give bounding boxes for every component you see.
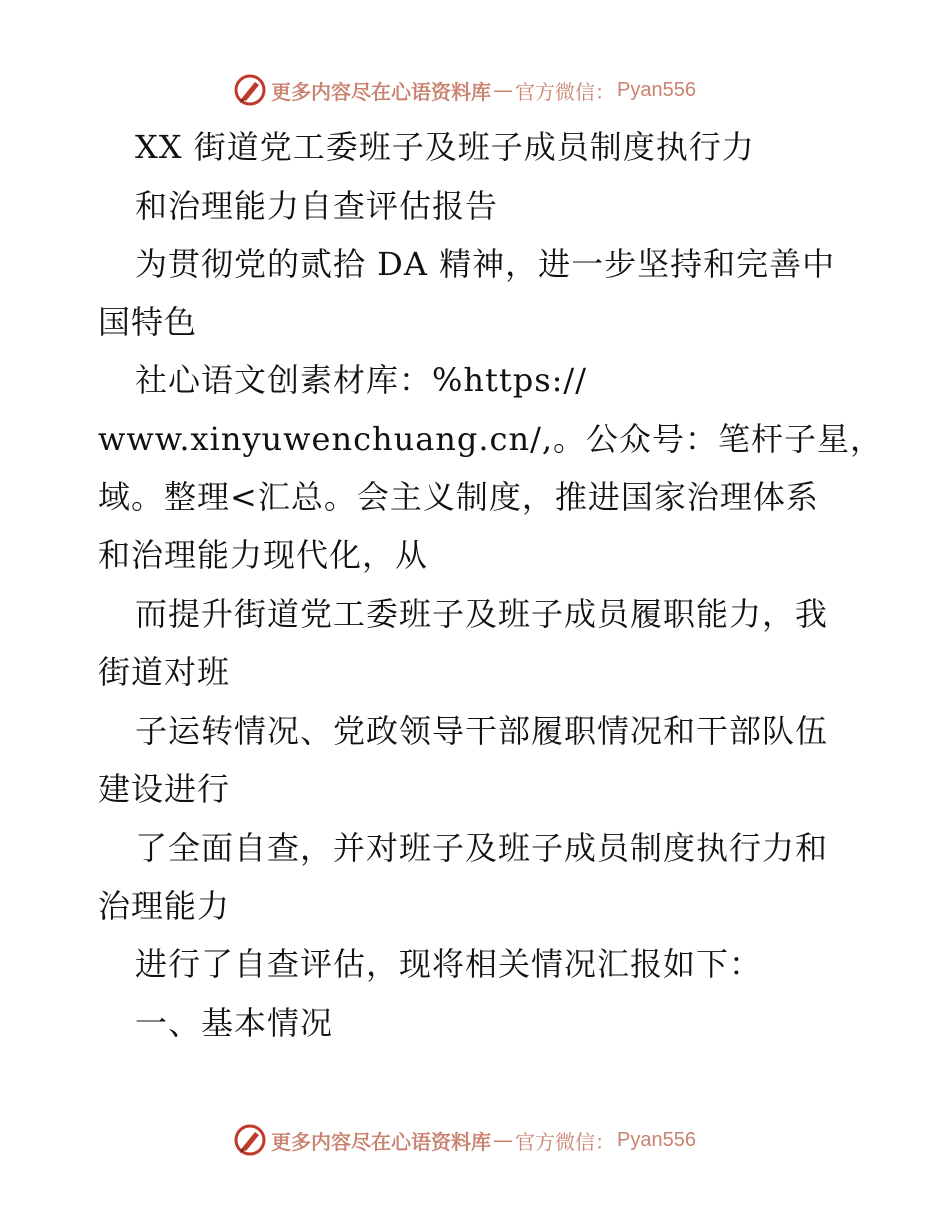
paragraph-line: 和治理能力现代化，从 (98, 536, 429, 574)
section-heading: 一、基本情况 (135, 1004, 334, 1042)
document-title-line-2: 和治理能力自查评估报告 (135, 187, 499, 225)
paragraph-line: 建设进行 (98, 770, 231, 808)
watermark-separator: — (493, 1128, 513, 1152)
paragraph-line: 域。整理<汇总。会主义制度，推进国家治理体系 (98, 478, 819, 516)
paragraph-line: 治理能力 (98, 887, 231, 925)
paragraph-line: 街道对班 (98, 653, 231, 691)
watermark-wechat-label: 官方微信： (515, 79, 615, 104)
pen-in-circle-icon (233, 1123, 267, 1157)
paragraph-line: 社心语文创素材库：%https:// (135, 361, 587, 399)
paragraph-line: 进行了自查评估，现将相关情况汇报如下： (135, 945, 763, 983)
watermark-brand: 更多内容尽在心语资料库 (271, 1129, 491, 1154)
paragraph-line: 子运转情况、党政领导干部履职情况和干部队伍 (135, 712, 829, 750)
watermark-handle: Pyan556 (617, 78, 696, 101)
paragraph-line: 了全面自查，并对班子及班子成员制度执行力和 (135, 829, 829, 867)
document-title-line-1: XX 街道党工委班子及班子成员制度执行力 (135, 128, 755, 166)
paragraph-line: 国特色 (98, 303, 198, 341)
watermark-brand: 更多内容尽在心语资料库 (271, 79, 491, 104)
paragraph-line: 为贯彻党的贰拾 DA 精神，进一步坚持和完善中 (135, 245, 836, 283)
paragraph-line: 而提升街道党工委班子及班子成员履职能力，我 (135, 595, 829, 633)
paragraph-line: www.xinyuwenchuang.cn/,。公众号：笔杆子星， (98, 420, 884, 458)
footer-watermark (233, 1122, 696, 1158)
watermark-handle: Pyan556 (617, 1128, 696, 1151)
watermark-wechat-label: 官方微信： (515, 1129, 615, 1154)
pen-in-circle-icon (233, 73, 267, 107)
watermark-separator: — (493, 78, 513, 102)
header-watermark (233, 72, 696, 108)
